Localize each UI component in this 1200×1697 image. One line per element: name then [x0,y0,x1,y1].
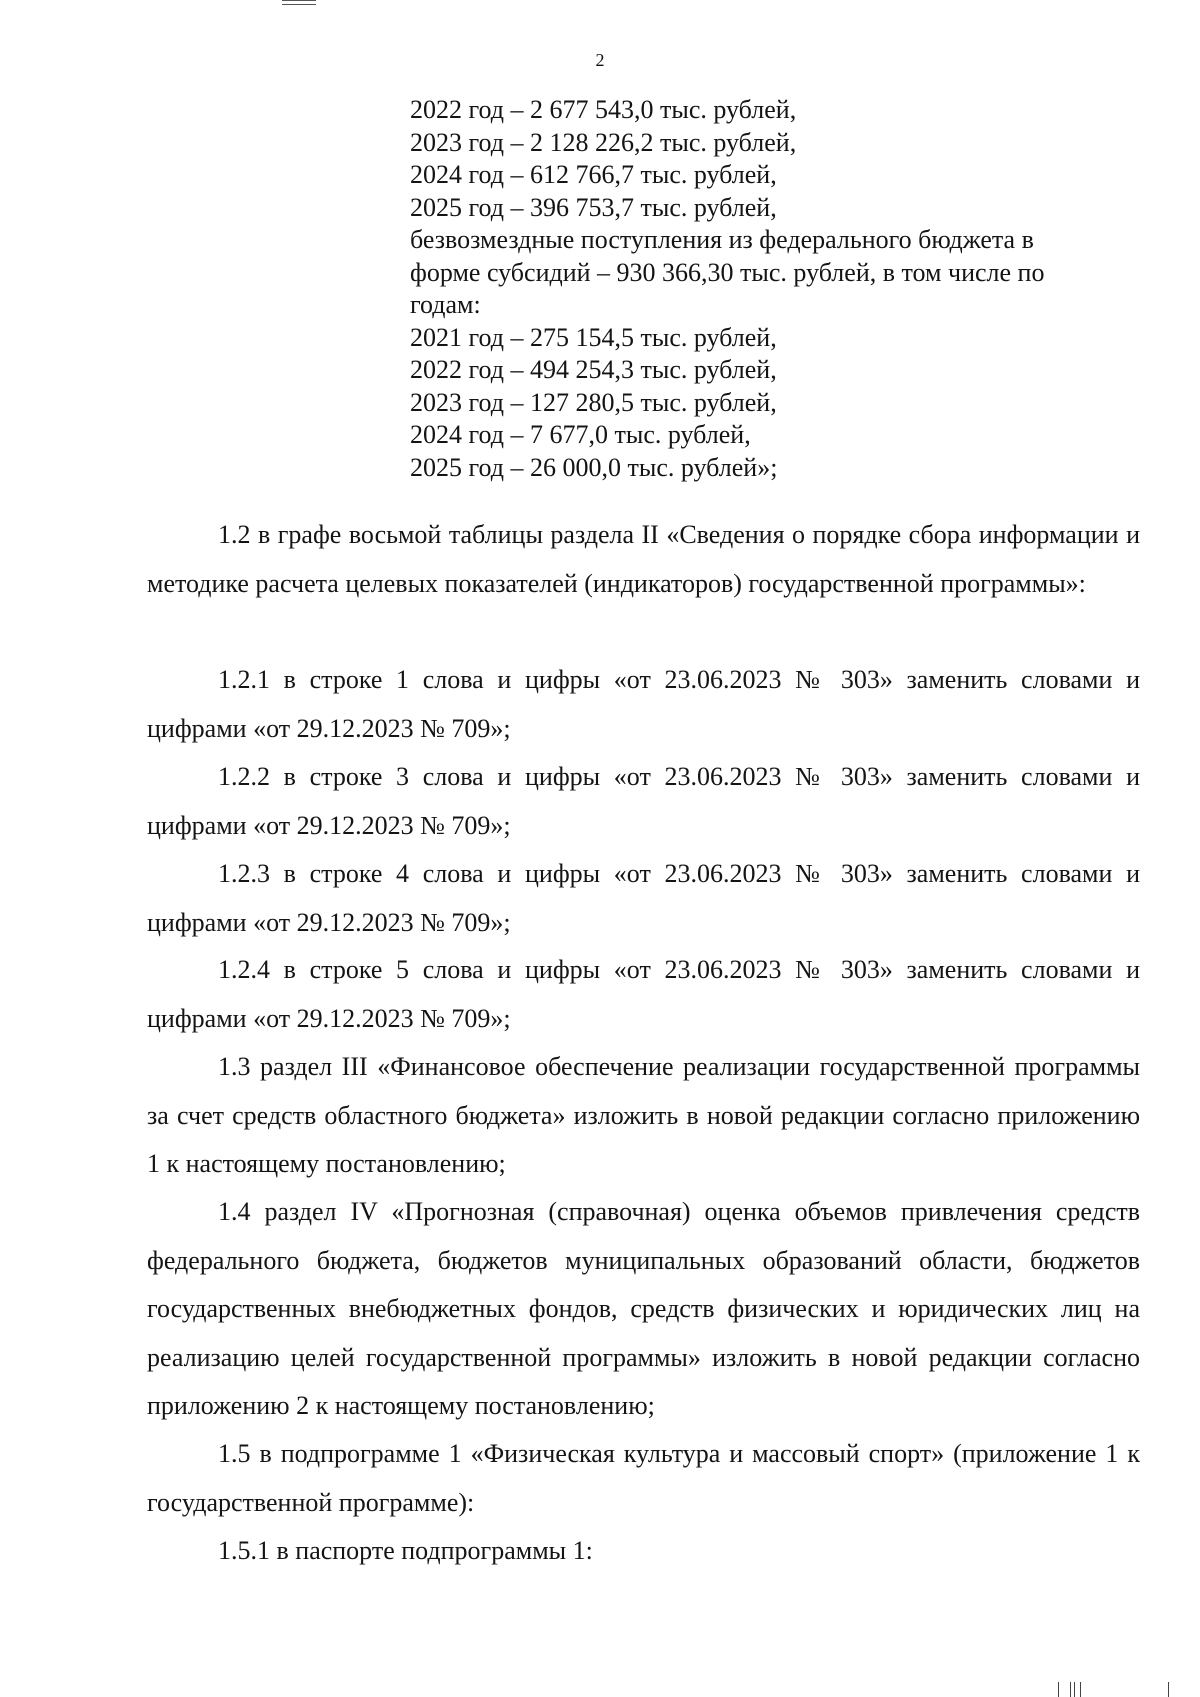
paragraph-1-2-2: 1.2.2 в строке 3 слова и цифры «от 23.06.2023 № 303» заменить словами и цифрами «от 29.12.2023 № 709»; [147,762,1140,840]
financing-line: 2023 год – 127 280,5 тыс. рублей, [410,387,777,417]
financing-line: годам: [410,290,481,319]
financing-block [410,94,1130,484]
paragraph-1-3: 1.3 раздел III «Финансовое обеспечение реализации государственной программы за счет средств областного бюджета» изложить в новой редакции согласно приложению 1 к настоящему постановлению; [147,1052,1140,1178]
financing-line: 2021 год – 275 154,5 тыс. рублей, [410,322,777,352]
paragraph-1-2: 1.2 в графе восьмой таблицы раздела II «Сведения о порядке сбора информации и методике расчета целевых показателей (индикаторов) государственной программы»: [147,520,1140,598]
financing-line: 2025 год – 26 000,0 тыс. рублей»; [410,452,778,482]
financing-line: форме субсидий – 930 366,30 тыс. рублей, в том числе по [410,257,1045,287]
financing-line: 2024 год – 612 766,7 тыс. рублей, [410,160,777,189]
paragraph-1-4: 1.4 раздел IV «Прогнозная (справочная) оценка объемов привлечения средств федерального бюджета, бюджетов муниципальных образований области, бюджетов государственных внебюджетных фондов, средств физических и юридических лиц на реализацию целей государственной программы» изложить в новой редакции согласно приложению 2 к настоящему постановлению; [147,1197,1140,1420]
financing-line: 2022 год – 2 677 543,0 тыс. рублей, [410,95,797,124]
financing-line: 2022 год – 494 254,3 тыс. рублей, [410,355,777,384]
scan-corner-mark [282,0,316,5]
paragraph-1-2-4: 1.2.4 в строке 5 слова и цифры «от 23.06.2023 № 303» заменить словами и цифрами «от 29.12.2023 № 709»; [147,955,1140,1033]
financing-line: 2025 год – 396 753,7 тыс. рублей, [410,192,777,222]
page-number: 2 [595,50,605,70]
financing-line: 2023 год – 2 128 226,2 тыс. рублей, [410,127,797,157]
paragraph-1-5: 1.5 в подпрограмме 1 «Физическая культура и массовый спорт» (приложение 1 к государственной программе): [147,1439,1140,1517]
paragraph-1-2-1: 1.2.1 в строке 1 слова и цифры «от 23.06.2023 № 303» заменить словами и цифрами «от 29.12.2023 № 709»; [147,665,1140,743]
paragraph-1-5-1: 1.5.1 в паспорте подпрограммы 1: [218,1536,593,1565]
scan-edge-marks [1058,1682,1188,1697]
financing-line: безвозмездные поступления из федерального бюджета в [410,225,1034,254]
financing-line: 2024 год – 7 677,0 тыс. рублей, [410,420,751,449]
paragraph-1-2-3: 1.2.3 в строке 4 слова и цифры «от 23.06.2023 № 303» заменить словами и цифрами «от 29.12.2023 № 709»; [147,859,1140,937]
